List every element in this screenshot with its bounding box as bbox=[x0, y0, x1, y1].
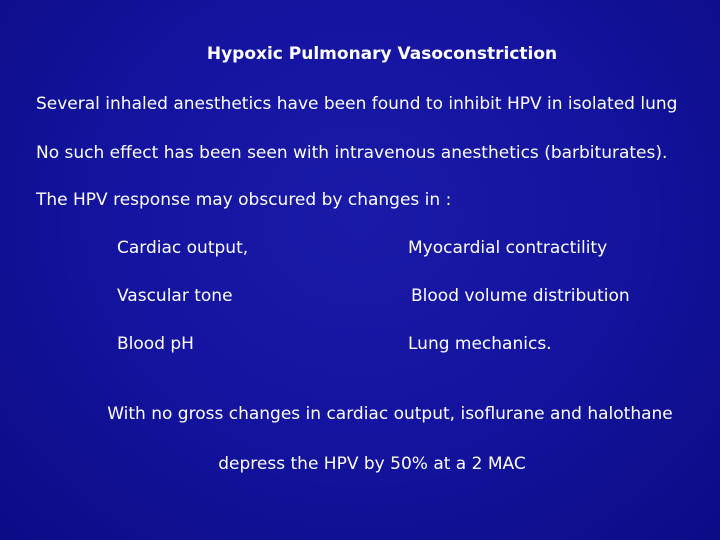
conclusion-line-1: With no gross changes in cardiac output, isoflurane and halothane bbox=[107, 404, 673, 424]
statement-hpv-obscured: The HPV response may obscured by changes in : bbox=[36, 190, 452, 210]
factor-cardiac-output: Cardiac output, bbox=[117, 238, 249, 258]
conclusion-line-2: depress the HPV by 50% at a 2 MAC bbox=[218, 454, 526, 474]
statement-inhaled-anesthetics: Several inhaled anesthetics have been found to inhibit HPV in isolated lung bbox=[36, 94, 678, 114]
factor-myocardial-contractility: Myocardial contractility bbox=[408, 238, 608, 258]
statement-intravenous-anesthetics: No such effect has been seen with intravenous anesthetics (barbiturates). bbox=[36, 143, 668, 163]
factor-blood-ph: Blood pH bbox=[117, 334, 194, 354]
factor-lung-mechanics: Lung mechanics. bbox=[408, 334, 552, 354]
slide-title: Hypoxic Pulmonary Vasoconstriction bbox=[206, 44, 558, 64]
factor-blood-volume-distribution: Blood volume distribution bbox=[411, 286, 630, 306]
factor-vascular-tone: Vascular tone bbox=[117, 286, 233, 306]
